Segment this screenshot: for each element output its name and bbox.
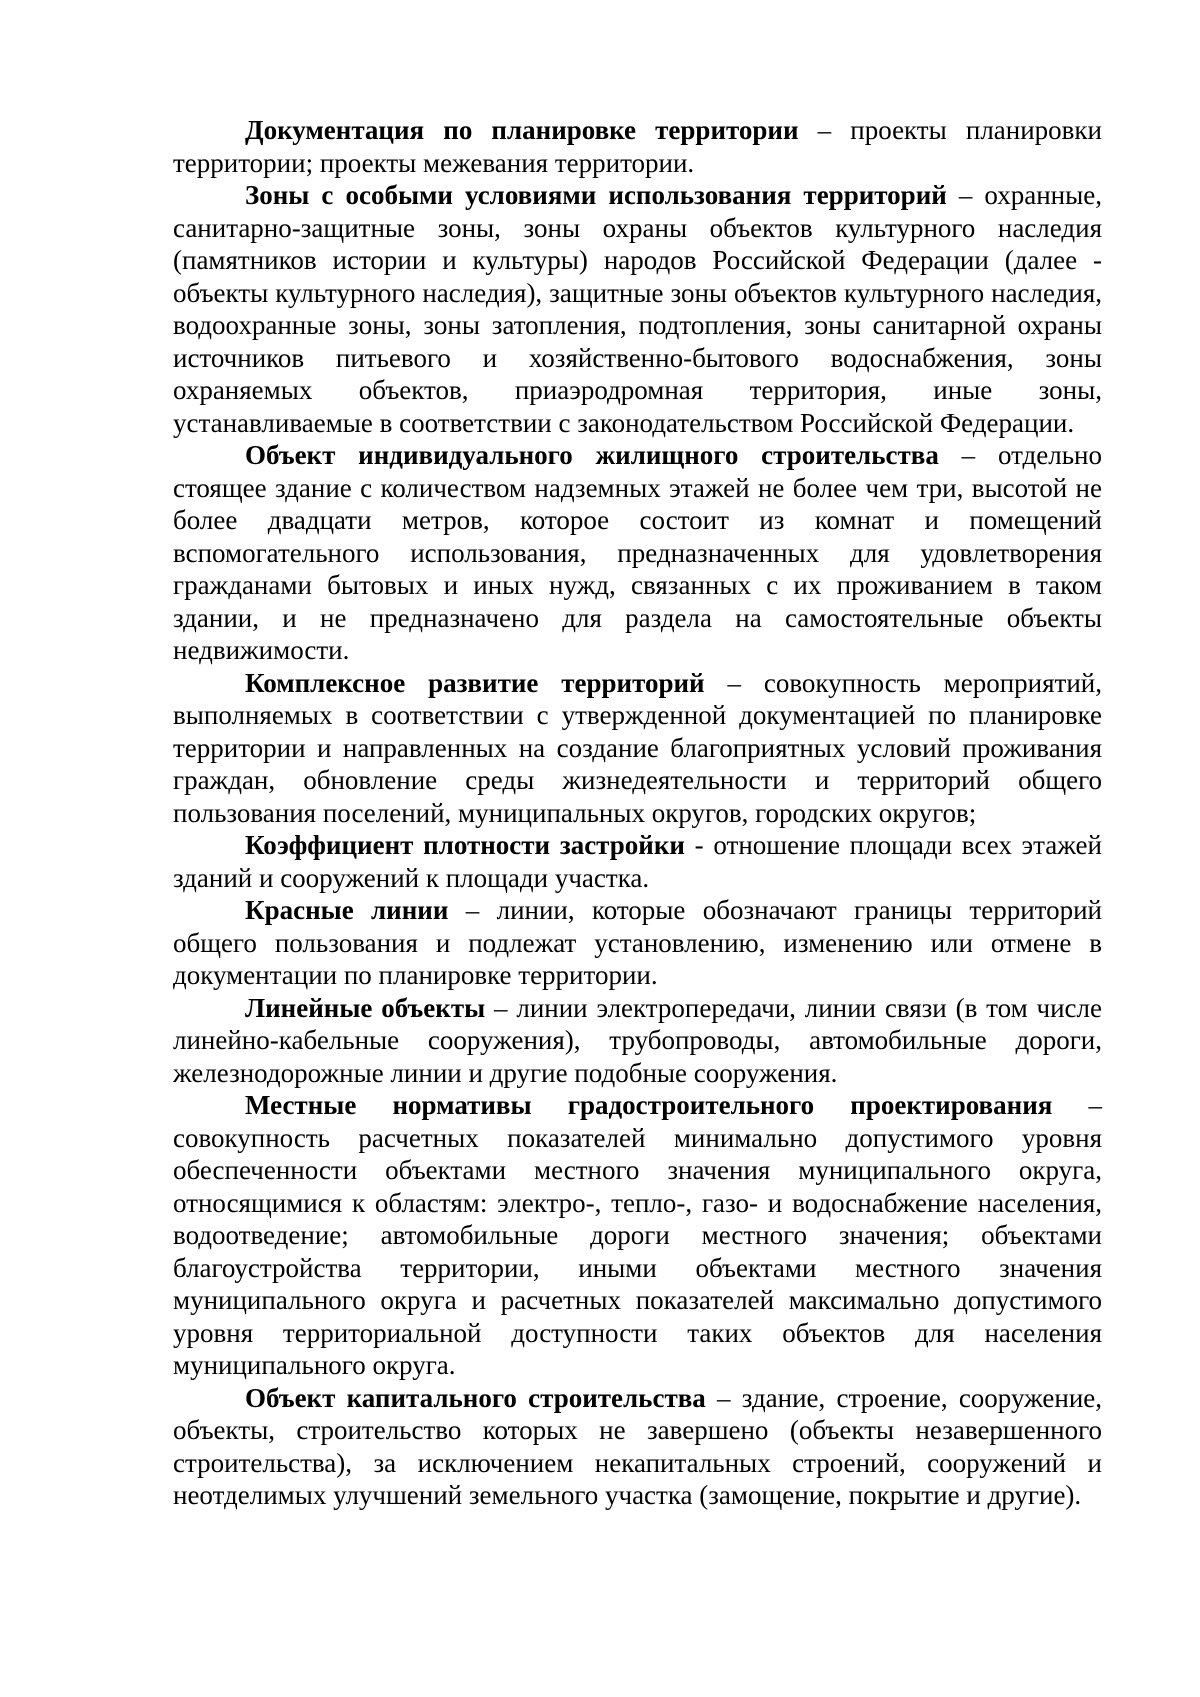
definition-text: – совокупность мероприятий, выполняемых в соответствии с утвержденной документацией по планировке территории и направленных на создание благоприятных условий проживания граждан, обновление среды жизнедеятельности и территорий общего пользования поселений, муниципальных округов, городских округов; <box>173 667 1102 828</box>
document-body <box>173 114 1102 1512</box>
definition-paragraph <box>173 114 1102 179</box>
definition-text: – линии, которые обозначают границы территорий общего пользования и подлежат установлению, изменению или отмене в документации по планировке территории. <box>173 895 1102 990</box>
definition-paragraph <box>173 667 1102 830</box>
definition-text: – охранные, санитарно-защитные зоны, зоны охраны объектов культурного наследия (памятников истории и культуры) народов Российской Федерации (далее - объекты культурного наследия), защитные зоны объектов культурного наследия, водоохранные зоны, зоны затопления, подтопления, зоны санитарной охраны источников питьевого и хозяйственно-бытового водоснабжения, зоны охраняемых объектов, приаэродромная территория, иные зоны, устанавливаемые в соответствии с законодательством Российской Федерации. <box>173 180 1102 438</box>
definition-text: – совокупность расчетных показателей минимально допустимого уровня обеспеченности объектами местного значения муниципального округа, относящимися к областям: электро-, тепло-, газо- и водоснабжение населения, водоотведение; автомобильные дороги местного значения; объектами благоустройства территории, иными объектами местного значения муниципального округа и расчетных показателей максимально допустимого уровня территориальной доступности таких объектов для населения муниципального округа. <box>173 1090 1102 1380</box>
definition-term: Зоны с особыми условиями использования территорий <box>245 180 947 210</box>
definition-paragraph <box>173 1089 1102 1382</box>
definition-text: – проекты планировки территории; проекты межевания территории. <box>173 115 1102 178</box>
definition-paragraph <box>173 829 1102 894</box>
definition-term: Коэффициент плотности застройки <box>245 830 685 860</box>
definition-text: – здание, строение, сооружение, объекты, строительство которых не завершено (объекты незавершенного строительства), за исключением некапитальных строений, сооружений и неотделимых улучшений земельного участка (замощение, покрытие и другие). <box>173 1382 1103 1510</box>
definition-term: Документация по планировке территории <box>245 115 799 145</box>
definition-text: – отдельно стоящее здание с количеством надземных этажей не более чем три, высотой не более двадцати метров, которое состоит из комнат и помещений вспомогательного использования, предназначенных для удовлетворения гражданами бытовых и иных нужд, связанных с их проживанием в таком здании, и не предназначено для раздела на самостоятельные объекты недвижимости. <box>173 440 1102 665</box>
definition-term: Линейные объекты <box>245 992 486 1023</box>
definition-term: Местные нормативы градостроительного проектирования <box>245 1090 1053 1120</box>
definition-paragraph <box>173 1382 1102 1512</box>
definition-term: Объект капитального строительства <box>245 1382 706 1413</box>
definition-text: - отношение площади всех этажей зданий и сооружений к площади участка. <box>173 830 1102 893</box>
definition-text: – линии электропередачи, линии связи (в том числе линейно-кабельные сооружения), трубопроводы, автомобильные дороги, железнодорожные линии и другие подобные сооружения. <box>173 992 1102 1088</box>
definition-paragraph <box>173 179 1102 439</box>
definition-paragraph <box>173 439 1102 667</box>
definition-term: Красные линии <box>245 895 449 925</box>
definition-paragraph <box>173 894 1102 992</box>
definition-term: Объект индивидуального жилищного строительства <box>245 440 939 470</box>
definition-paragraph <box>173 992 1102 1090</box>
definition-term: Комплексное развитие территорий <box>245 667 705 698</box>
